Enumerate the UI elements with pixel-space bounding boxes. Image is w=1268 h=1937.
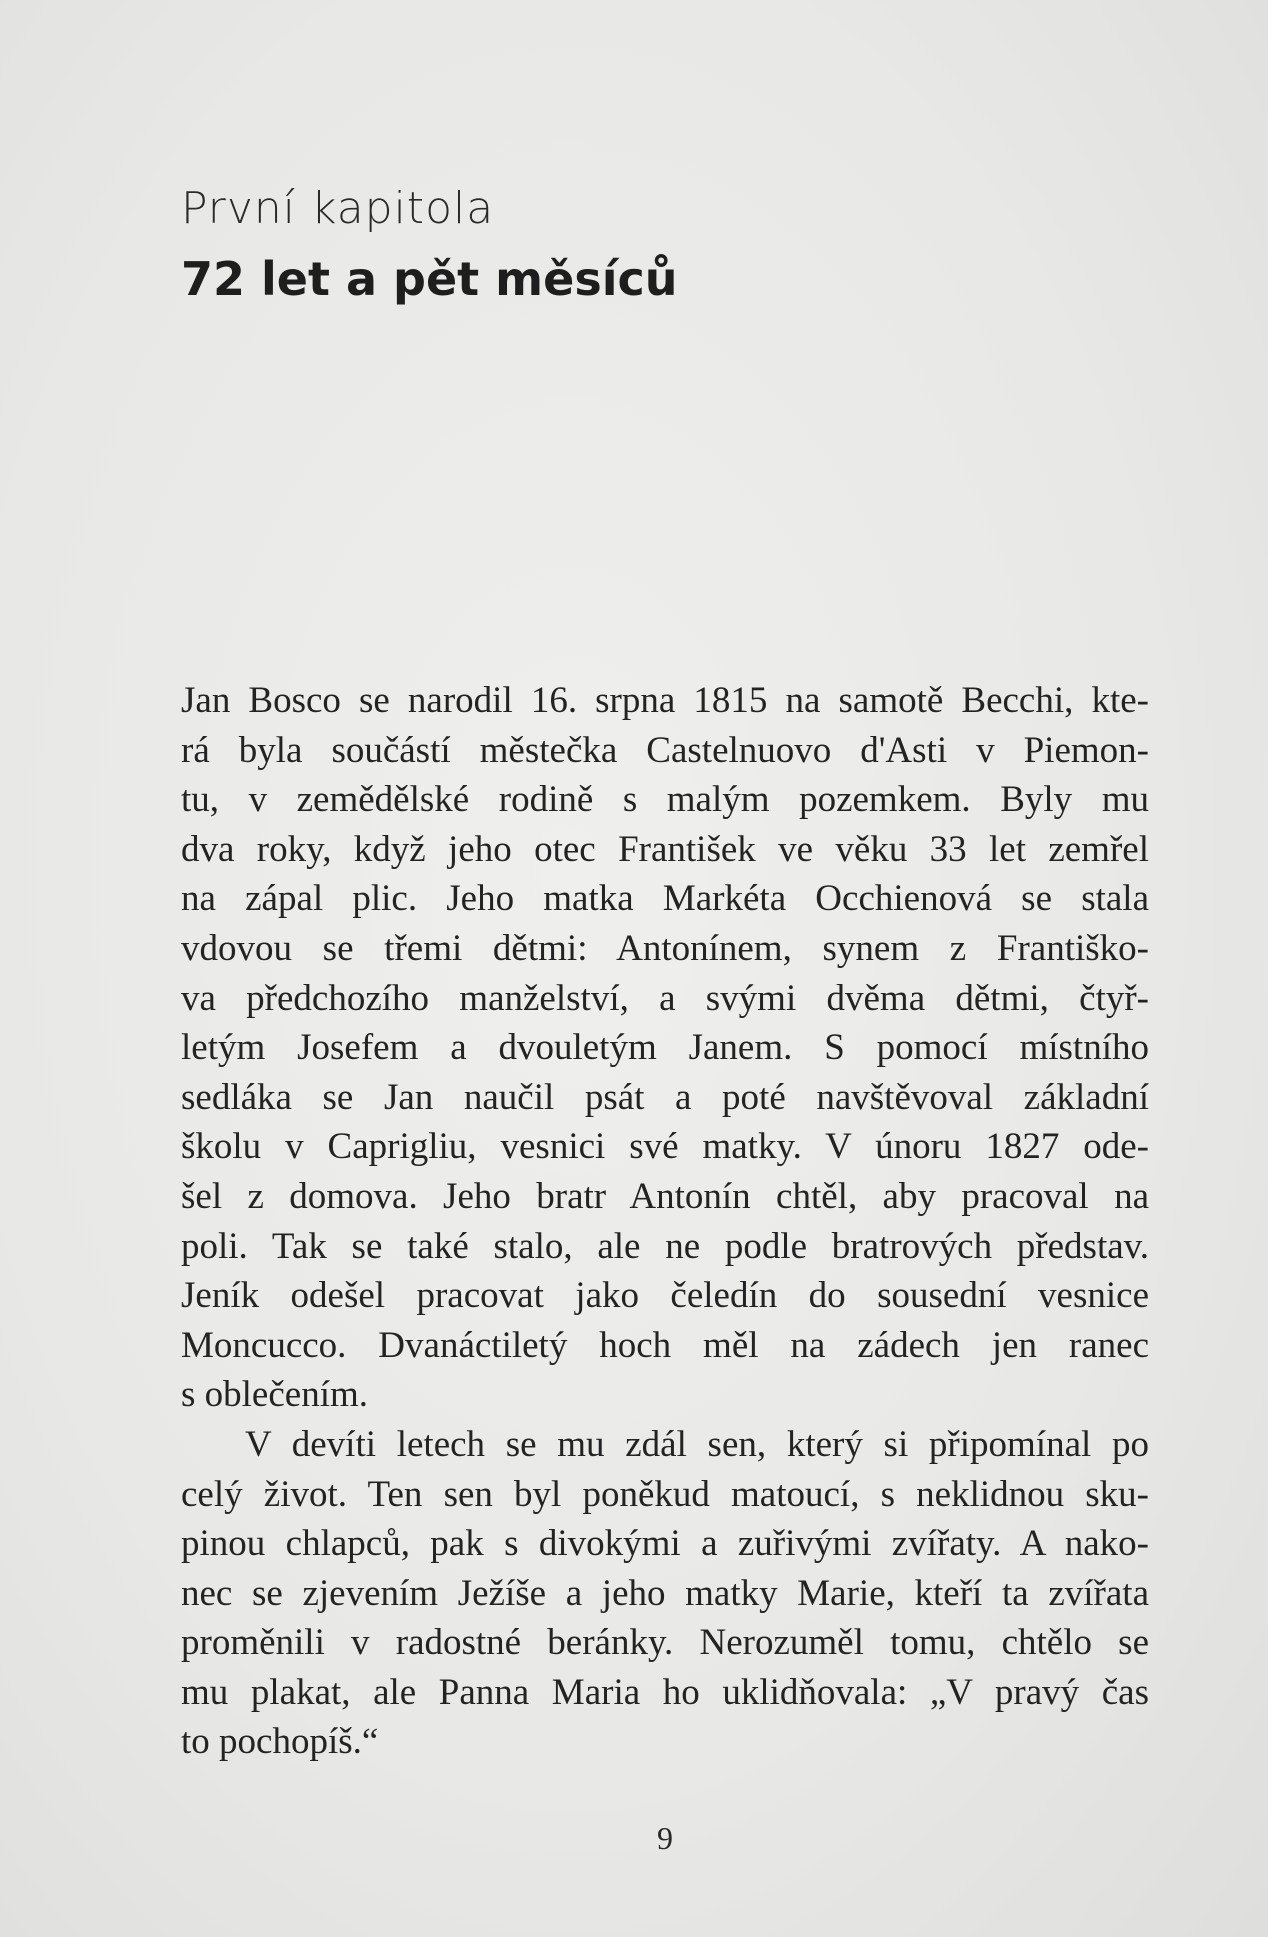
text-line: V devíti letech se mu zdál sen, který si připomínal po (245, 1423, 1149, 1465)
text-line: letým Josefem a dvouletým Janem. S pomocí místního (181, 1027, 1149, 1069)
text-line: Moncucco. Dvanáctiletý hoch měl na zádech jen ranec (181, 1324, 1149, 1366)
text-line: na zápal plic. Jeho matka Markéta Occhienová se stala (181, 878, 1149, 920)
text-line: dva roky, když jeho otec František ve věku 33 let zemřel (181, 828, 1149, 870)
text-line: šel z domova. Jeho bratr Antonín chtěl, aby pracoval na (181, 1175, 1149, 1217)
text-line: nec se zjevením Ježíše a jeho matky Marie, kteří ta zvířata (181, 1572, 1149, 1614)
text-line: rá byla součástí městečka Castelnuovo d'Asti v Piemon- (181, 729, 1149, 771)
paragraph (181, 1420, 1149, 1767)
text-line: sedláka se Jan naučil psát a poté navštěvoval základní (181, 1076, 1149, 1118)
text-line: poli. Tak se také stalo, ale ne podle bratrových představ. (181, 1225, 1149, 1267)
text-line: mu plakat, ale Panna Maria ho uklidňovala: „V pravý čas (181, 1671, 1149, 1713)
body-text (181, 676, 1149, 1767)
text-line: tu, v zemědělské rodině s malým pozemkem. Byly mu (181, 779, 1149, 821)
text-line: školu v Caprigliu, vesnici své matky. V únoru 1827 ode- (181, 1126, 1149, 1168)
chapter-title: 72 let a pět měsíců (181, 252, 678, 306)
text-line: celý život. Ten sen byl poněkud matoucí, s neklidnou sku- (181, 1473, 1149, 1515)
text-line: vdovou se třemi dětmi: Antonínem, synem z Františko- (181, 927, 1149, 969)
page-number: 9 (657, 1820, 673, 1856)
text-line: proměnili v radostné beránky. Nerozuměl tomu, chtělo se (181, 1622, 1149, 1664)
text-line: s oblečením. (181, 1374, 369, 1416)
text-line: to pochopíš.“ (181, 1721, 379, 1763)
text-line: pinou chlapců, pak s divokými a zuřivými zvířaty. A nako- (181, 1523, 1149, 1565)
chapter-label: První kapitola (181, 183, 495, 234)
text-line: va předchozího manželství, a svými dvěma dětmi, čtyř- (181, 977, 1149, 1019)
paragraph (181, 676, 1149, 1420)
text-line: Jan Bosco se narodil 16. srpna 1815 na samotě Becchi, kte- (181, 680, 1149, 721)
text-line: Jeník odešel pracovat jako čeledín do sousední vesnice (181, 1275, 1149, 1317)
